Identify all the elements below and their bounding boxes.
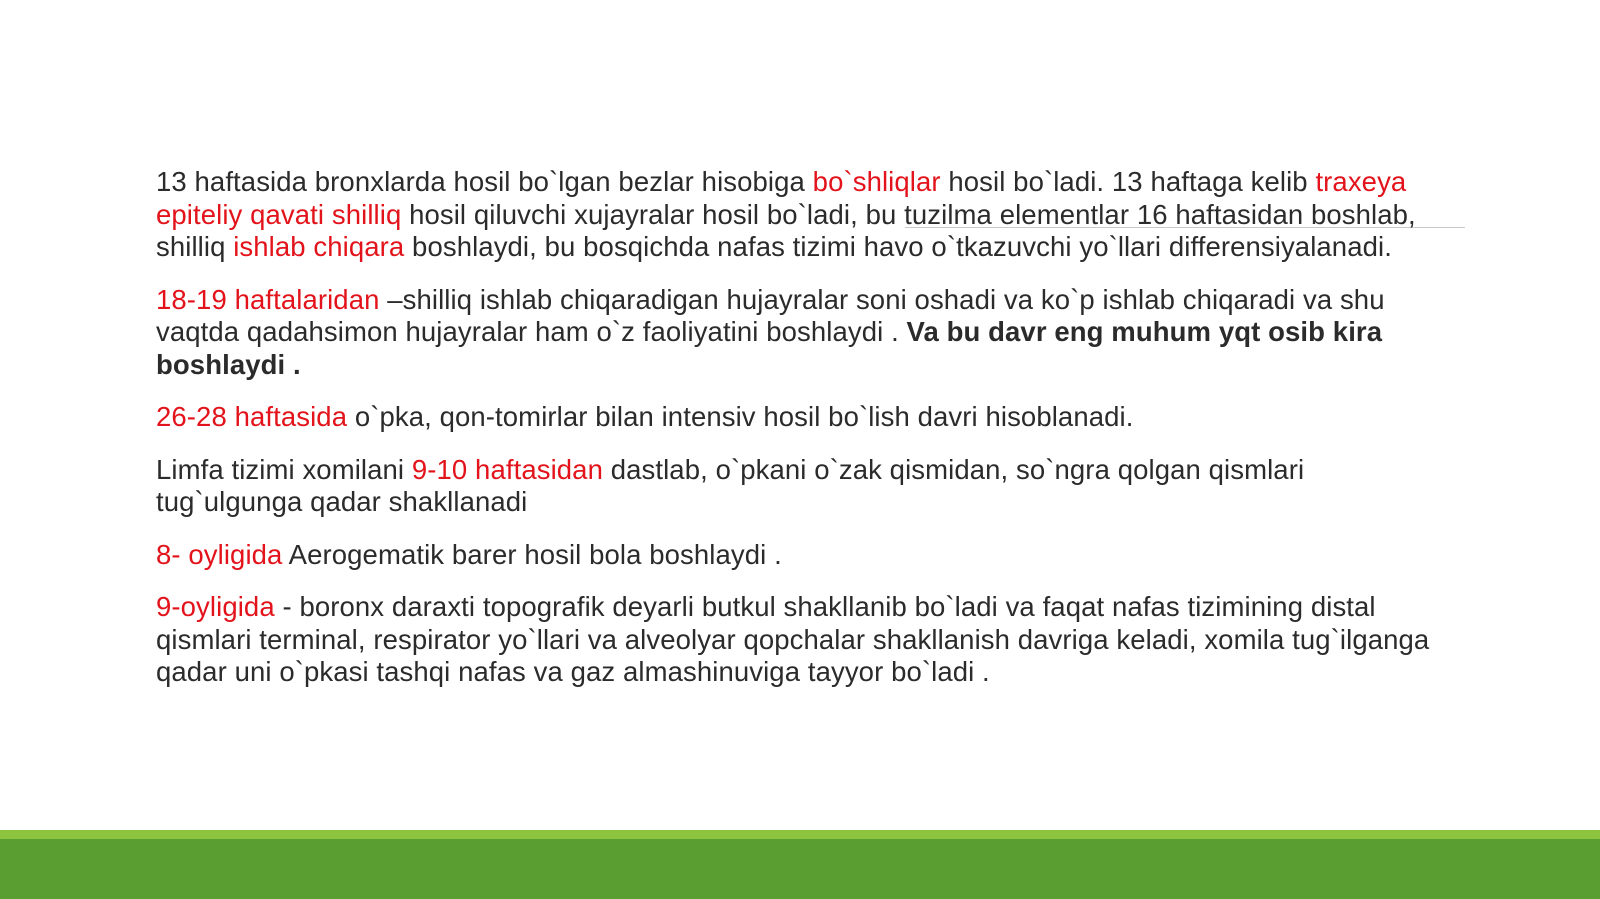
highlight-term: ishlab chiqara <box>233 231 405 262</box>
highlight-term: 9-10 haftasidan <box>411 453 603 485</box>
footer-band <box>0 839 1600 899</box>
text-segment: - boronx daraxti topografik deyarli butkul shakllanib bo`ladi va faqat nafas tizimining distal qismlari terminal, respirator yo`llari va alveolyar qopchalar shakllanish davriga keladi, xomila tug`ilganga qadar uni o`pkasi tashqi nafas va gaz almashinuviga tayyor bo`ladi . <box>156 591 1430 687</box>
paragraph-1 <box>156 166 1446 264</box>
text-segment: boshlaydi, bu bosqichda nafas tizimi havo o`tkazuvchi yo`llari differensiyalanadi. <box>404 231 1392 262</box>
text-segment: Aerogematik barer hosil bola boshlaydi . <box>282 538 782 570</box>
text-segment: Limfa tizimi xomilani <box>156 453 412 485</box>
text-segment: dastlab, o`pkani o`zak qismidan, so`ngra qolgan qismlari tug`ulgunga qadar shakllanadi <box>156 453 1305 517</box>
slide-body <box>156 166 1446 709</box>
highlight-term: bo`shliqlar <box>812 166 941 197</box>
text-segment: o`pka, qon-tomirlar bilan intensiv hosil bo`lish davri hisoblanadi. <box>347 401 1134 432</box>
text-segment: –shilliq ishlab chiqaradigan hujayralar soni oshadi va ko`p ishlab chiqaradi va shu vaqtda qadahsimon hujayralar ham o`z faoliyatini boshlaydi . <box>156 283 1385 347</box>
paragraph-5 <box>156 539 1446 572</box>
highlight-term: 9-oyligida <box>156 591 275 622</box>
text-segment: 13 haftasida bronxlarda hosil bo`lgan bezlar hisobiga <box>156 166 813 197</box>
highlight-term: 26-28 haftasida <box>156 401 348 432</box>
footer-accent-stripe <box>0 830 1600 839</box>
paragraph-4 <box>156 454 1446 519</box>
text-segment: hosil bo`ladi. 13 haftaga kelib <box>940 166 1316 197</box>
paragraph-2 <box>156 284 1446 382</box>
paragraph-3 <box>156 401 1446 434</box>
bold-statement: Va bu davr eng muhum yqt osib kira boshlaydi . <box>156 316 1383 380</box>
highlight-term: traxeya epiteliy qavati shilliq <box>156 166 1407 230</box>
highlight-term: 8- oyligida <box>156 538 283 570</box>
paragraph-6 <box>156 591 1446 689</box>
text-segment: hosil qiluvchi xujayralar hosil bo`ladi, bu tuzilma elementlar 16 haftasidan boshlab, shilliq <box>156 198 1416 262</box>
highlight-term: 18-19 haftalaridan <box>156 283 380 315</box>
